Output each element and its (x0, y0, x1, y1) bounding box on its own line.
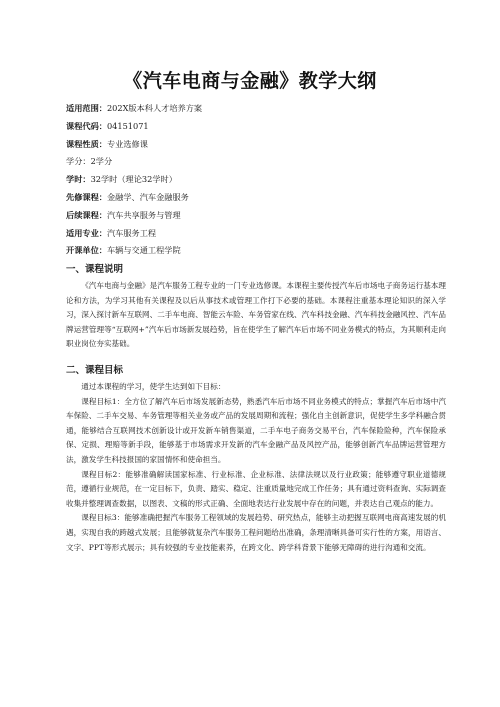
meta-value: 2学分 (90, 156, 113, 167)
meta-value: 汽车共享服务与管理 (106, 209, 181, 220)
meta-row-scope (66, 100, 446, 118)
meta-row-credits (66, 153, 446, 171)
meta-row-hours (66, 171, 446, 189)
meta-label: 课程代码： (66, 120, 107, 131)
meta-value: 专业选修课 (106, 138, 148, 149)
meta-label: 开课单位： (66, 245, 107, 256)
meta-row-followups (66, 207, 446, 225)
meta-value: 汽车服务工程 (106, 227, 157, 238)
meta-label: 后续课程： (66, 209, 107, 220)
section-heading: 二、课程目标 (66, 365, 124, 376)
meta-value: 32学时（理论32学时） (90, 174, 177, 185)
meta-value: 202X版本科人才培养方案 (106, 103, 203, 113)
meta-row-nature (66, 136, 446, 154)
paragraph-objective-2: 课程目标2：能够准确解读国家标准、行业标准、企业标准、法律法规以及行业政策；能够遵守职业道德规范，遵循行业规范，在一定目标下，负责、踏实、稳定、注重质量地完成工作任务；具有通过资料查询、实际调查收集并整理调查数据，以图表、文稿的形式正确、全面地表达行业发展中存在的问题，并表达自己观点的能力。 (66, 469, 446, 508)
meta-row-department (66, 242, 446, 260)
course-info-list (66, 100, 446, 260)
meta-label: 先修课程： (66, 191, 107, 202)
section-course-objectives (66, 364, 446, 555)
meta-row-prerequisites (66, 189, 446, 207)
meta-row-major (66, 225, 446, 243)
meta-value: 04151071 (106, 120, 149, 131)
meta-label: 适用专业： (66, 227, 107, 238)
paragraph: 《汽车电商与金融》是汽车服务工程专业的一门专业选修课。本课程主要传授汽车后市场电子商务运行基本理论和方法，为学习其他有关课程及以后从事技术或管理工作打下必要的基础。本课程注重基本理论知识的深入学习，深入探讨新车互联网、二手车电商、智能云车险、车务管家在线、汽车科技金融、汽车科技金融风控、汽车品牌运营管理等“互联网+”汽车后市场新发展趋势，旨在使学生了解汽车后市场不同业务模式的特点，为其顺利走向职业岗位夯实基础。 (66, 281, 446, 349)
meta-label: 学时： (66, 174, 91, 185)
section-course-description (66, 263, 446, 352)
meta-label: 学分： (66, 156, 91, 167)
document-title: 《汽车电商与金融》教学大纲 (123, 70, 377, 92)
meta-label: 课程性质： (66, 138, 107, 149)
paragraph-objective-3: 课程目标3：能够准确把握汽车服务工程领域的发展趋势、研究热点，能够主动把握互联网电商高速发展的机遇，实现自我的跨越式发展；且能够就复杂汽车服务工程问题给出准确，条理清晰具备可实行性的方案，用语言、文字、PPT等形式展示；具有较强的专业技能素养，在跨文化、跨学科背景下能够无障碍的进行沟通和交流。 (66, 513, 446, 552)
paragraph: 通过本课程的学习，使学生达到如下目标： (81, 382, 226, 391)
meta-label: 适用范围： (66, 103, 107, 113)
meta-value: 金融学、汽车金融服务 (106, 191, 189, 202)
meta-row-code (66, 118, 446, 136)
meta-value: 车辆与交通工程学院 (106, 245, 181, 256)
paragraph-objective-1: 课程目标1：全方位了解汽车后市场发展新态势，熟悉汽车后市场不同业务模式的特点；掌握汽车后市场中汽车保险、二手车交易、车务管理等相关业务或产品的发展周期和流程；强化自主创新意识，促使学生多学科融合贯通，能够结合互联网技术创新设计或开发新车销售渠道，二手车电子商务交易平台，汽车保险险种，汽车保险承保、定损、理赔等新手段，能够基于市场需求开发新的汽车金融产品及风控产品，能够创新汽车品牌运营管理方法，激发学生科技报国的家国情怀和使命担当。 (66, 396, 446, 464)
section-heading: 一、课程说明 (66, 264, 124, 275)
